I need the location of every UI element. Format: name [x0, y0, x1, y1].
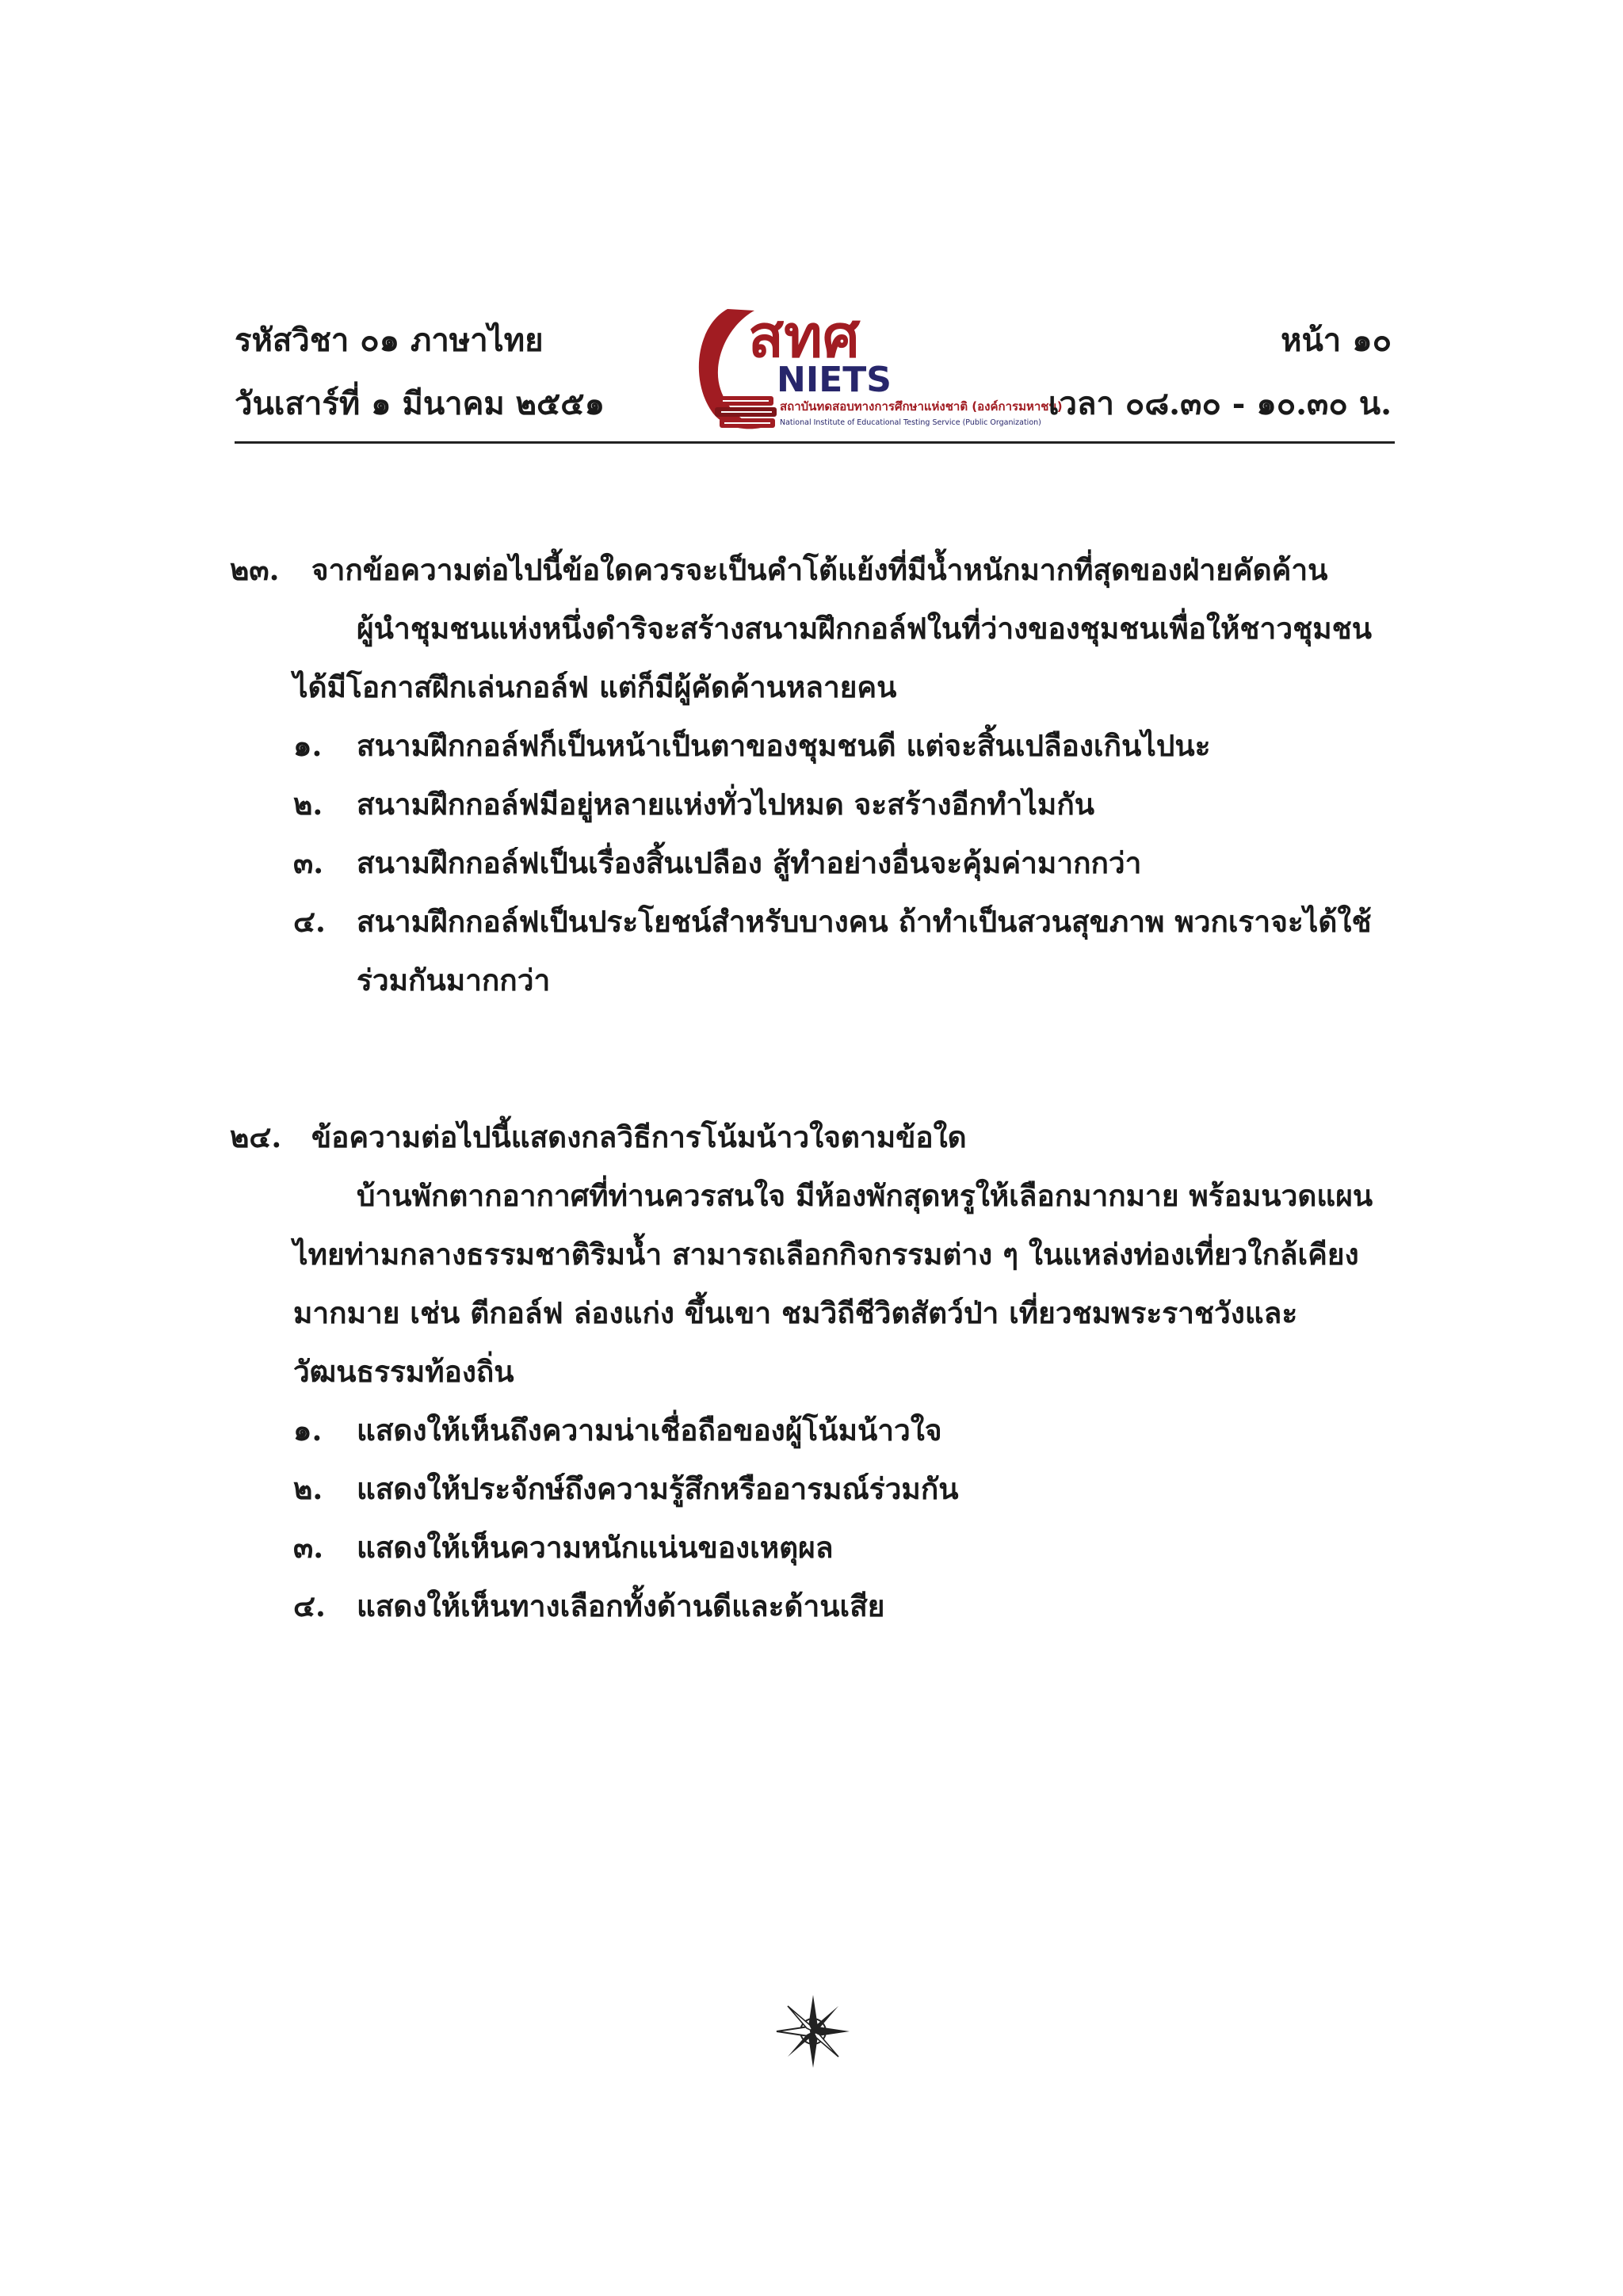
option-number: ๑. [293, 728, 323, 763]
question-passage: ผู้นำชุมชนแห่งหนึ่งดำริจะสร้างสนามฝึกกอล์ฟในที่ว่างของชุมชนเพื่อให้ชาวชุมชนได้มีโอกาสฝึกเล่นกอล์ฟ แต่ก็มีผู้คัดค้านหลายคน [293, 611, 1372, 704]
compass-star-icon [775, 1993, 851, 2069]
niets-logo [682, 295, 1063, 436]
option-text: แสดงให้เห็นทางเลือกทั้งด้านดีและด้านเสีย [357, 1589, 885, 1623]
answer-option-3[interactable] [230, 833, 1403, 892]
logo-thai-abbrev: สทศ [748, 303, 860, 371]
logo-english-abbrev: NIETS [777, 360, 892, 400]
page-number: หน้า ๑๐ [1281, 322, 1392, 359]
header-divider [235, 441, 1395, 444]
option-number: ๒. [293, 1471, 323, 1506]
answer-options [230, 1401, 1403, 1635]
answer-options [230, 716, 1403, 1009]
answer-option-2[interactable] [230, 775, 1403, 833]
question-text: ข้อความต่อไปนี้แสดงกลวิธีการโน้มน้าวใจตามข้อใด [311, 1119, 967, 1154]
option-text: สนามฝึกกอล์ฟมีอยู่หลายแห่งทั่วไปหมด จะสร้างอีกทำไมกัน [357, 787, 1095, 822]
book-stack-icon [715, 396, 777, 428]
question-number: ๒๓. [230, 552, 280, 587]
option-number: ๒. [293, 787, 323, 822]
exam-date: วันเสาร์ที่ ๑ มีนาคม ๒๕๕๑ [235, 385, 605, 422]
question-24 [230, 1108, 1403, 1635]
subject-code: รหัสวิชา ๐๑ ภาษาไทย [235, 322, 544, 359]
answer-option-2[interactable] [230, 1459, 1403, 1518]
answer-option-1[interactable] [230, 1401, 1403, 1459]
header-right [1048, 309, 1392, 436]
logo-thai-name: สถาบันทดสอบทางการศึกษาแห่งชาติ (องค์การมหาชน) [780, 399, 1063, 414]
answer-option-3[interactable] [230, 1518, 1403, 1577]
option-number: ๓. [293, 845, 324, 880]
option-text: สนามฝึกกอล์ฟเป็นประโยชน์สำหรับบางคน ถ้าทำเป็นสวนสุขภาพ พวกเราจะได้ใช้ร่วมกันมากกว่า [357, 904, 1372, 997]
option-number: ๔. [293, 904, 326, 939]
logo-english-name: National Institute of Educational Testing Service (Public Organization) [780, 418, 1041, 427]
option-text: แสดงให้เห็นถึงความน่าเชื่อถือของผู้โน้มน้าวใจ [357, 1413, 942, 1447]
exam-time: เวลา ๐๘.๓๐ - ๑๐.๓๐ น. [1048, 385, 1392, 422]
answer-option-4[interactable] [230, 1577, 1403, 1635]
question-number: ๒๔. [230, 1119, 282, 1154]
header-left [235, 309, 605, 436]
question-text: จากข้อความต่อไปนี้ข้อใดควรจะเป็นคำโต้แย้งที่มีน้ำหนักมากที่สุดของฝ่ายคัดค้าน [311, 552, 1328, 587]
option-number: ๑. [293, 1413, 323, 1447]
question-23 [230, 540, 1403, 1009]
question-passage: บ้านพักตากอากาศที่ท่านควรสนใจ มีห้องพักสุดหรูให้เลือกมากมาย พร้อมนวดแผนไทยท่ามกลางธรรมชาติริมน้ำ สามารถเลือกกิจกรรมต่าง ๆ ในแหล่งท่องเที่ยวใกล้เคียงมากมาย เช่น ตีกอล์ฟ ล่องแก่ง ขึ้นเขา ชมวิถีชีวิตสัตว์ป่า เที่ยวชมพระราชวังและวัฒนธรรมท้องถิ่น [293, 1178, 1373, 1389]
option-text: สนามฝึกกอล์ฟก็เป็นหน้าเป็นตาของชุมชนดี แต่จะสิ้นเปลืองเกินไปนะ [357, 728, 1211, 763]
question-stem [230, 540, 1403, 599]
option-number: ๓. [293, 1530, 324, 1565]
option-text: แสดงให้ประจักษ์ถึงความรู้สึกหรืออารมณ์ร่วมกัน [357, 1471, 959, 1506]
question-stem [230, 1108, 1403, 1166]
option-number: ๔. [293, 1589, 326, 1623]
answer-option-4[interactable] [230, 892, 1403, 1009]
option-text: สนามฝึกกอล์ฟเป็นเรื่องสิ้นเปลือง สู้ทำอย่างอื่นจะคุ้มค่ามากกว่า [357, 845, 1142, 880]
answer-option-1[interactable] [230, 716, 1403, 775]
option-text: แสดงให้เห็นความหนักแน่นของเหตุผล [357, 1530, 834, 1565]
